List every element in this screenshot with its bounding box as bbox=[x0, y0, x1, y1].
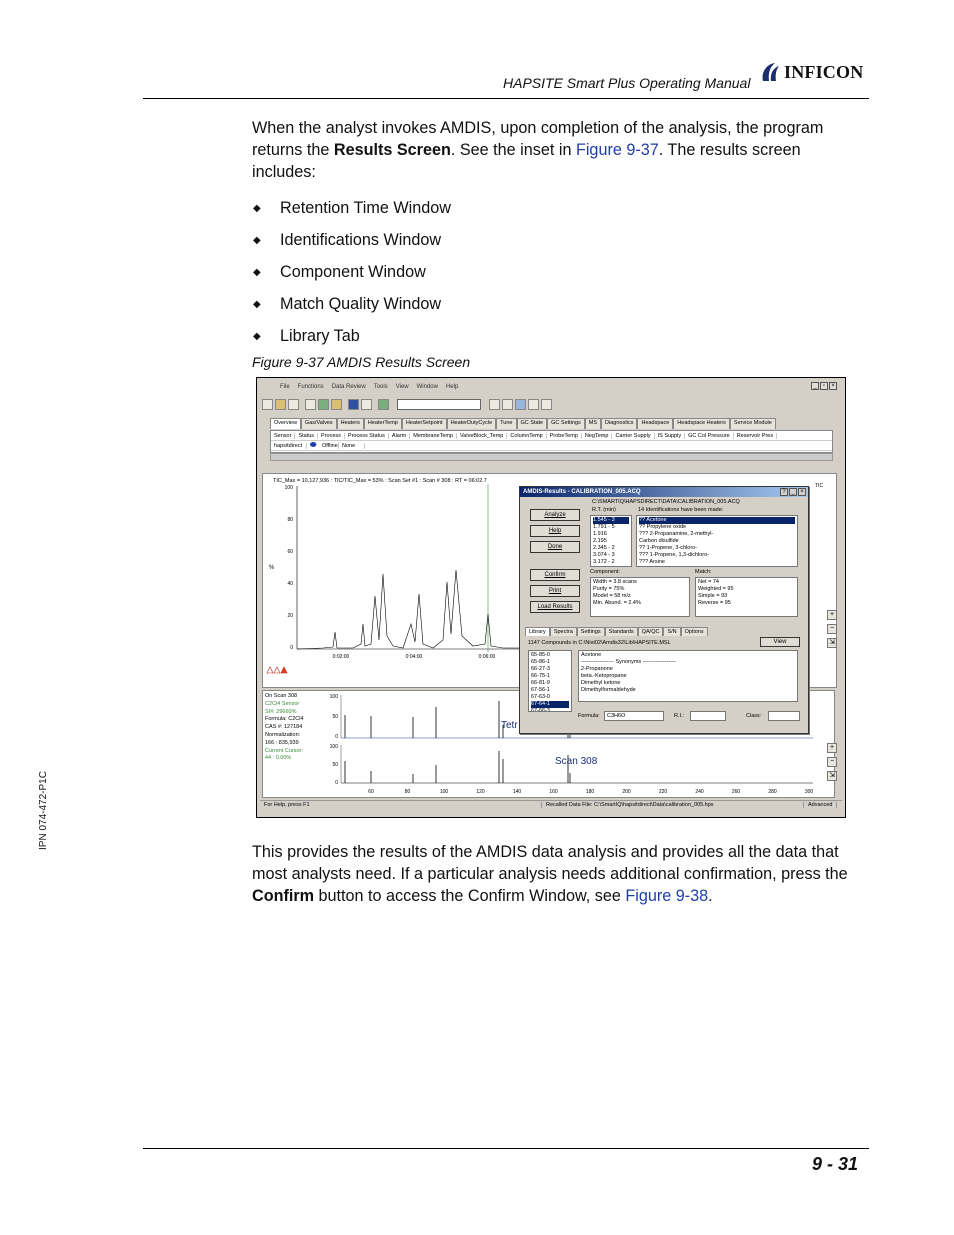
app-tab[interactable]: Tune bbox=[496, 418, 516, 429]
tool-icon-c[interactable] bbox=[515, 399, 526, 410]
menu-item[interactable]: Help bbox=[445, 383, 459, 390]
rt-item[interactable]: 1.545 - 3 bbox=[593, 517, 629, 524]
grid-header: GC Col Pressure bbox=[685, 433, 734, 439]
dialog-title: AMDIS-Results - CALIBRATION_005.ACQ bbox=[520, 487, 808, 497]
rt-item[interactable]: 1.791 - 5 bbox=[593, 524, 615, 530]
menu-item[interactable]: Functions bbox=[297, 383, 324, 390]
intro-paragraph bbox=[252, 117, 867, 183]
spectrum-info-line: SI#: 29660% bbox=[265, 708, 297, 715]
offline-status-icon bbox=[310, 442, 317, 447]
zoom-in-icon[interactable]: + bbox=[827, 610, 837, 620]
app-tab[interactable]: Gas/Valves bbox=[301, 418, 337, 429]
grid-header: Process Status bbox=[345, 433, 389, 439]
header-rule bbox=[143, 98, 869, 99]
list-item bbox=[252, 224, 451, 256]
app-tab[interactable]: GC State bbox=[517, 418, 548, 429]
list-item bbox=[252, 288, 451, 320]
scan-overlay-label: Scan 308 bbox=[555, 756, 598, 767]
app-menubar bbox=[260, 381, 842, 392]
menu-item[interactable]: Tools bbox=[373, 383, 388, 390]
cas-item[interactable]: 67-63-0 bbox=[531, 694, 550, 700]
cas-item[interactable]: 67-66-3 bbox=[531, 708, 550, 712]
spec-x-tick: 180 bbox=[585, 789, 595, 795]
stop-icon[interactable] bbox=[541, 399, 552, 410]
match-item[interactable]: Reverse = 95 bbox=[698, 600, 731, 606]
spectrum-info-line: 166 : 835,939 bbox=[265, 739, 299, 746]
spectrum-zoom-out-icon[interactable]: − bbox=[827, 757, 837, 767]
menu-item[interactable]: Window bbox=[416, 383, 438, 390]
grid-header: Reservoir Pres bbox=[734, 433, 777, 439]
status-file: Recalled Data File: C:\SmartIQ\hapsitdirect\Data\calibration_005.hps bbox=[542, 802, 804, 808]
diamond-bullet-icon: ◆ bbox=[253, 298, 261, 310]
chrom-x-tick: 0:06:00 bbox=[478, 654, 496, 660]
print-icon[interactable] bbox=[305, 399, 316, 410]
app-tab[interactable]: HeaterTemp bbox=[364, 418, 402, 429]
app-tab[interactable]: Headspace bbox=[637, 418, 673, 429]
identification-item[interactable]: ?? Acetone bbox=[639, 517, 795, 524]
spec-y-tick: 100 bbox=[329, 744, 338, 750]
report-icon[interactable] bbox=[318, 399, 329, 410]
table-row[interactable] bbox=[271, 441, 832, 451]
dialog-close-icon[interactable]: × bbox=[798, 488, 806, 496]
open-icon[interactable] bbox=[275, 399, 286, 410]
component-window[interactable] bbox=[590, 577, 690, 617]
zoom-out-icon[interactable]: − bbox=[827, 624, 837, 634]
spec-y-tick: 100 bbox=[329, 694, 338, 700]
app-tab[interactable]: Headspace Heaters bbox=[673, 418, 730, 429]
figure-caption: Figure 9-37 AMDIS Results Screen bbox=[252, 354, 471, 370]
dialog-tab[interactable]: QA/QC bbox=[638, 627, 664, 636]
app-tab[interactable]: Diagnostics bbox=[601, 418, 637, 429]
list-item bbox=[252, 320, 451, 352]
library-info: 1147 Compounds in C:\Nist02\Amdis32\Lib\HAPSITE.MSL bbox=[528, 640, 671, 646]
library-icon[interactable] bbox=[331, 399, 342, 410]
spec-y-tick: 0 bbox=[335, 734, 338, 740]
synonym-item[interactable]: Acetone bbox=[581, 652, 602, 658]
rt-list[interactable] bbox=[590, 515, 632, 567]
dialog-tab[interactable]: Options bbox=[681, 627, 708, 636]
spectrum-info-line: CAS #: 127184 bbox=[265, 724, 303, 731]
tic-label: TIC bbox=[815, 483, 824, 489]
diamond-bullet-icon: ◆ bbox=[253, 234, 261, 246]
dialog-tab[interactable]: Standards bbox=[605, 627, 638, 636]
intro-text-c: . The results screen includes: bbox=[252, 141, 801, 181]
identification-item[interactable]: ?? Propylene oxide bbox=[639, 524, 687, 530]
help-button[interactable]: Help bbox=[530, 525, 580, 537]
chrom-y-tick: 80 bbox=[287, 517, 293, 523]
spec-x-tick: 300 bbox=[804, 789, 814, 795]
spectrum-zoom-in-icon[interactable]: + bbox=[827, 743, 837, 753]
chromatogram-header: TIC_Max = 10,127,936 : TIC/TIC_Max = 53% : Scan Set #1 : Scan # 308 : RT = 06:02.7 bbox=[273, 478, 487, 484]
bullet-label: Component Window bbox=[280, 262, 426, 281]
outro-bold: Confirm bbox=[252, 887, 315, 905]
match-quality-window[interactable] bbox=[695, 577, 798, 617]
chrom-y-tick: 0 bbox=[290, 645, 293, 651]
spectrum-info-line: Formula: C2Cl4 bbox=[265, 716, 304, 723]
cas-item[interactable]: 66-75-1 bbox=[531, 673, 550, 679]
outro-text-c: . bbox=[708, 887, 713, 905]
rt-item[interactable]: 3.172 - 2 bbox=[593, 559, 615, 565]
chrom-y-tick: 40 bbox=[287, 581, 293, 587]
spec-x-tick: 240 bbox=[695, 789, 704, 795]
amdis-results-dialog bbox=[519, 486, 809, 734]
dialog-tab[interactable]: S/N bbox=[663, 627, 680, 636]
outro-paragraph bbox=[252, 841, 872, 907]
grid-header: ColumnTemp bbox=[507, 433, 546, 439]
cas-item[interactable]: 65-86-1 bbox=[531, 659, 550, 665]
new-icon[interactable] bbox=[262, 399, 273, 410]
grid-header: ProbeTemp bbox=[547, 433, 582, 439]
bullet-label: Retention Time Window bbox=[280, 198, 451, 217]
library-tabs bbox=[525, 627, 708, 636]
save-icon[interactable] bbox=[288, 399, 299, 410]
app-tab[interactable]: GC Settings bbox=[547, 418, 585, 429]
identification-item[interactable]: ??? 1-Propene, 1,3-dichloro- bbox=[639, 552, 710, 558]
tool-icon-d[interactable] bbox=[528, 399, 539, 410]
spectrum-overlay-label: Tetr bbox=[501, 720, 518, 731]
spec-y-tick: 50 bbox=[332, 762, 338, 768]
window-controls bbox=[811, 382, 837, 390]
grid-header: Alarm bbox=[389, 433, 410, 439]
menu-item[interactable]: File bbox=[280, 383, 290, 390]
spec-y-tick: 50 bbox=[332, 714, 338, 720]
synonym-item[interactable]: 2-Propanone bbox=[581, 666, 613, 672]
minimize-icon[interactable]: _ bbox=[811, 382, 819, 390]
rt-item[interactable]: 1.916 bbox=[593, 531, 607, 537]
outro-text-b: button to access the Confirm Window, see bbox=[314, 887, 626, 905]
spec-x-tick: 280 bbox=[768, 789, 777, 795]
rt-item[interactable]: 3.074 - 3 bbox=[593, 552, 615, 558]
app-tab[interactable]: Overview bbox=[270, 418, 301, 429]
spectrum-info-line: C2Cl4 Sensor bbox=[265, 700, 300, 707]
done-button[interactable]: Done bbox=[530, 541, 580, 553]
status-bar bbox=[260, 800, 842, 809]
grid-cell: None bbox=[339, 443, 365, 449]
app-tab[interactable]: Service Module bbox=[730, 418, 776, 429]
synonym-item[interactable]: Dimethylformaldehyde bbox=[581, 687, 636, 693]
match-label: Match: bbox=[695, 569, 712, 575]
view-button[interactable]: View bbox=[760, 637, 800, 647]
cas-item[interactable]: 67-64-1 bbox=[531, 701, 569, 708]
intro-bold: Results Screen bbox=[333, 141, 451, 159]
list-item bbox=[252, 192, 451, 224]
figure-9-37-link[interactable]: Figure 9-37 bbox=[575, 141, 659, 159]
spectrum-info-line: 44 : 0.00% bbox=[265, 755, 292, 762]
spec-x-tick: 140 bbox=[512, 789, 522, 795]
network-icon[interactable] bbox=[378, 399, 389, 410]
identification-item[interactable]: ??? Arsine bbox=[639, 559, 665, 565]
spectrum-info-line: On Scan 308 bbox=[265, 693, 298, 699]
grid-header: Status bbox=[295, 433, 318, 439]
bullet-list bbox=[252, 192, 451, 352]
load-results-button[interactable]: Load Results bbox=[530, 601, 580, 613]
component-label: Component: bbox=[590, 569, 620, 575]
spec-x-tick: 200 bbox=[622, 789, 631, 795]
identifications-list[interactable] bbox=[636, 515, 798, 567]
spec-x-tick: 120 bbox=[476, 789, 485, 795]
outro-text-a: This provides the results of the AMDIS data analysis and provides all the data that most analysts need. If a particular analysis needs additional confirmation, press the bbox=[252, 843, 848, 883]
app-tabs bbox=[270, 418, 833, 429]
spec-x-tick: 160 bbox=[549, 789, 558, 795]
close-icon[interactable]: × bbox=[829, 382, 837, 390]
app-tab[interactable]: HeaterSetpoint bbox=[402, 418, 447, 429]
component-item[interactable]: Purity = 75% bbox=[593, 586, 625, 592]
identification-item[interactable]: ??? 2-Propanamine, 2-methyl- bbox=[639, 531, 714, 537]
logo-text: INFICON bbox=[784, 61, 864, 82]
dialog-help-icon[interactable]: ? bbox=[780, 488, 788, 496]
method-combo[interactable] bbox=[397, 399, 481, 410]
spectrum-info-line: Normalization: bbox=[265, 731, 301, 738]
menu-item[interactable]: Data Review bbox=[331, 383, 366, 390]
chrom-y-tick: 20 bbox=[287, 613, 293, 619]
spec-x-tick: 220 bbox=[658, 789, 668, 795]
match-item[interactable]: Weighted = 95 bbox=[698, 586, 734, 592]
list-item bbox=[252, 256, 451, 288]
dialog-controls bbox=[780, 488, 806, 496]
status-grid bbox=[270, 430, 833, 453]
component-item[interactable]: Width = 3.8 scans bbox=[593, 579, 637, 585]
spec-y-tick: 0 bbox=[335, 780, 338, 786]
ri-field bbox=[690, 711, 726, 721]
app-tab[interactable]: Heaters bbox=[337, 418, 364, 429]
grid-cell: Offline bbox=[307, 442, 339, 449]
intro-text-a: When the analyst invokes AMDIS, upon completion of the analysis, the program returns the bbox=[252, 119, 824, 159]
rt-item[interactable]: 2.345 - 2 bbox=[593, 545, 615, 551]
cas-item[interactable]: 67-56-1 bbox=[531, 687, 550, 693]
cas-item[interactable]: 66-81-9 bbox=[531, 680, 550, 686]
grid-scrollbar[interactable] bbox=[270, 453, 833, 461]
class-label: Class: bbox=[746, 713, 762, 719]
app-tab[interactable]: MS bbox=[585, 418, 601, 429]
grid-header: Process bbox=[318, 433, 345, 439]
identification-item[interactable]: Carbon disulfide bbox=[639, 538, 679, 544]
chrom-y-tick: 100 bbox=[284, 485, 293, 491]
spec-x-tick: 260 bbox=[731, 789, 741, 795]
chrom-x-tick: 0:04:00 bbox=[405, 654, 423, 660]
header-title: HAPSITE Smart Plus Operating Manual bbox=[503, 75, 751, 91]
bullet-label: Match Quality Window bbox=[280, 294, 442, 313]
chrom-x-tick: 0:02:00 bbox=[332, 654, 350, 660]
cas-item[interactable]: 66-27-3 bbox=[531, 666, 550, 672]
figure-9-38-link[interactable]: Figure 9-38 bbox=[625, 887, 709, 905]
grid-cell: hapsitdirect bbox=[271, 443, 307, 449]
tool-icon-b[interactable] bbox=[502, 399, 513, 410]
ri-label: R.I.: bbox=[674, 713, 685, 719]
document-code: IPN 074-472-P1C bbox=[38, 771, 49, 850]
dialog-tab[interactable]: Spectra bbox=[550, 627, 577, 636]
diamond-bullet-icon: ◆ bbox=[253, 330, 261, 342]
synonym-item[interactable]: Dimethyl ketone bbox=[581, 680, 621, 686]
zoom-fit-icon[interactable]: ⇲ bbox=[827, 638, 837, 648]
chrom-y-tick: 60 bbox=[287, 549, 293, 555]
intro-text-b: . See the inset in bbox=[450, 141, 576, 159]
bullet-label: Identifications Window bbox=[280, 230, 442, 249]
class-field bbox=[768, 711, 800, 721]
library-synonyms bbox=[578, 650, 798, 702]
inficon-logo bbox=[760, 60, 872, 84]
rt-item[interactable]: 2.195 bbox=[593, 538, 607, 544]
bullet-label: Library Tab bbox=[280, 326, 360, 345]
restore-icon[interactable]: ▫ bbox=[820, 382, 828, 390]
grid-header: ValveBlock_Temp bbox=[457, 433, 507, 439]
diamond-bullet-icon: ◆ bbox=[253, 266, 261, 278]
spectrum-info-line: Current Cursor: bbox=[265, 747, 303, 754]
formula-field: C3H6O bbox=[604, 711, 664, 721]
grid-header: MembraneTemp bbox=[410, 433, 457, 439]
menu-item[interactable]: View bbox=[395, 383, 409, 390]
app-tab[interactable]: HeaterDutyCycle bbox=[447, 418, 497, 429]
spec-x-tick: 100 bbox=[439, 789, 449, 795]
match-item[interactable]: Net = 74 bbox=[698, 579, 719, 585]
help-icon[interactable] bbox=[361, 399, 372, 410]
app-toolbar bbox=[262, 397, 835, 411]
analyze-button[interactable]: Analyze bbox=[530, 509, 580, 521]
diamond-bullet-icon: ◆ bbox=[253, 202, 261, 214]
component-item[interactable]: Min. Abund. = 2.4% bbox=[593, 600, 641, 606]
synonym-item[interactable]: ------------------ Synonyms ------------------ bbox=[581, 659, 676, 665]
spec-x-tick: 80 bbox=[404, 789, 411, 795]
synonym-item[interactable]: beta.-Ketopropane bbox=[581, 673, 627, 679]
tool-icon-a[interactable] bbox=[489, 399, 500, 410]
rt-label: R.T. (min) bbox=[592, 507, 616, 513]
footer-rule bbox=[143, 1148, 869, 1149]
print-button[interactable]: Print bbox=[530, 585, 580, 597]
cas-item[interactable]: 65-85-0 bbox=[531, 652, 550, 658]
grid-header: Carrier Supply bbox=[612, 433, 654, 439]
peak-markers bbox=[267, 667, 287, 673]
monitor-icon[interactable] bbox=[348, 399, 359, 410]
dialog-tab[interactable]: Library bbox=[525, 627, 550, 636]
page-number: 9 - 31 bbox=[812, 1154, 859, 1174]
amdis-results-screenshot bbox=[256, 377, 846, 818]
status-help: For Help, press F1 bbox=[260, 802, 542, 808]
spectrum-zoom-fit-icon[interactable]: ⇲ bbox=[827, 771, 837, 781]
inficon-logo-icon bbox=[760, 61, 780, 83]
chrom-y-label: % bbox=[269, 565, 275, 571]
match-item[interactable]: Simple = 93 bbox=[698, 593, 728, 599]
identification-item[interactable]: ?? 1-Propene, 3-chloro- bbox=[639, 545, 698, 551]
status-mode: Advanced bbox=[804, 802, 837, 808]
dialog-minimize-icon[interactable]: _ bbox=[789, 488, 797, 496]
grid-header: IS Supply bbox=[655, 433, 686, 439]
formula-label: Formula: bbox=[578, 713, 600, 719]
grid-header: NegTemp bbox=[582, 433, 613, 439]
dialog-path: C:\SMARTIQ\HAPSDIRECT\DATA\CALIBRATION_005.ACQ bbox=[592, 499, 740, 505]
library-cas-list[interactable] bbox=[528, 650, 572, 712]
spectrum-peaks-bottom bbox=[345, 751, 570, 783]
grid-header-row bbox=[271, 431, 832, 441]
grid-header: Sensor bbox=[271, 433, 295, 439]
confirm-button[interactable]: Confirm bbox=[530, 569, 580, 581]
spec-x-tick: 60 bbox=[368, 789, 374, 795]
dialog-tab[interactable]: Settings bbox=[577, 627, 605, 636]
ident-label: 14 Identifications have been made: bbox=[638, 507, 724, 513]
component-item[interactable]: Model = 58 m/z bbox=[593, 593, 631, 599]
